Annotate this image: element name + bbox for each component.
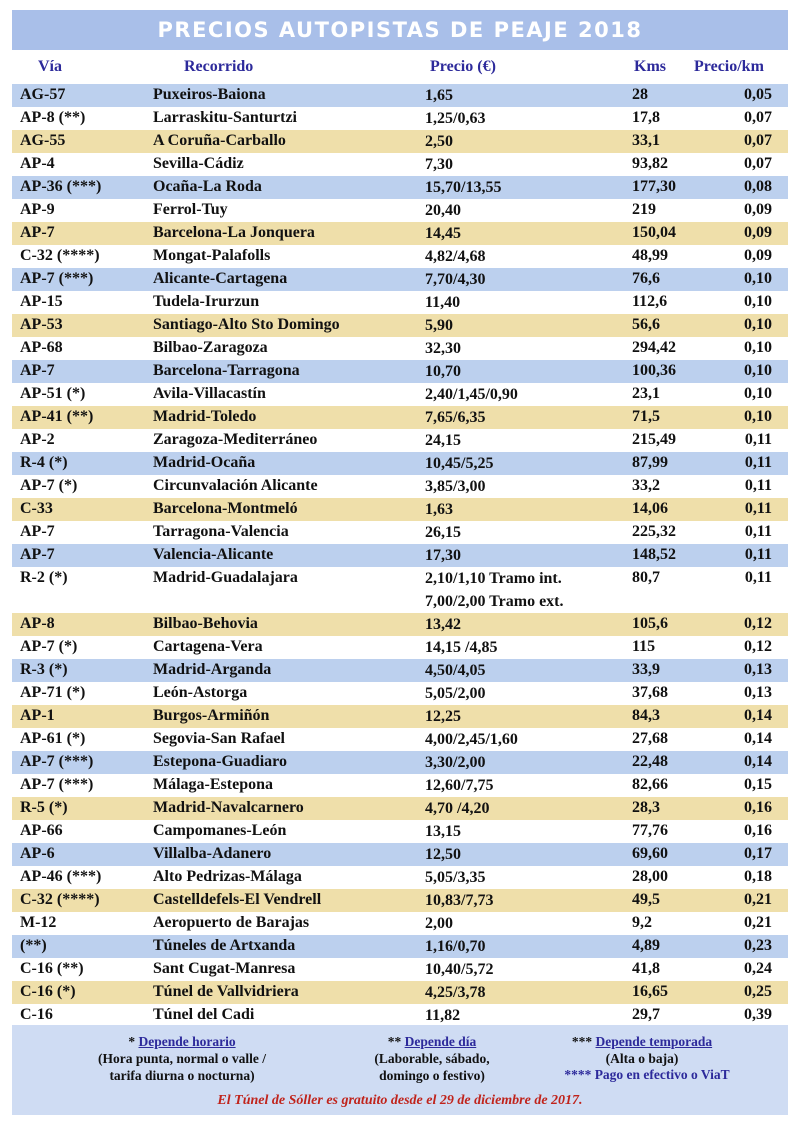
legend-detail: (Alta o baja) [605, 1051, 679, 1066]
cell-precio-km: 0,07 [744, 109, 772, 126]
header-kms: Kms [634, 58, 666, 75]
legend-temporada [522, 1033, 762, 1067]
title-banner [12, 10, 788, 50]
cell-kms: 14,06 [632, 500, 668, 517]
cell-recorrido: Barcelona-Montmeló [153, 500, 298, 517]
cell-precio: 24,15 [425, 432, 461, 449]
cell-precio: 7,30 [425, 156, 453, 173]
cell-precio: 14,15 /4,85 [425, 639, 498, 656]
cell-precio-km: 0,25 [744, 983, 772, 1000]
cell-recorrido: Avila-Villacastín [153, 385, 266, 402]
cell-precio-km: 0,14 [744, 753, 772, 770]
cell-recorrido: Bilbao-Zaragoza [153, 339, 268, 356]
cell-kms: 41,8 [632, 960, 660, 977]
cell-recorrido: Santiago-Alto Sto Domingo [153, 316, 340, 333]
cell-recorrido: Valencia-Alicante [153, 546, 274, 563]
cell-kms: 100,36 [632, 362, 676, 379]
cell-precio: 4,70 /4,20 [425, 800, 490, 817]
cell-kms: 82,66 [632, 776, 668, 793]
cell-precio-km: 0,11 [744, 500, 772, 517]
cell-via: C-16 (**) [20, 960, 84, 977]
table-row [12, 820, 788, 843]
table-row [12, 475, 788, 498]
legend-detail: tarifa diurna o nocturna) [109, 1068, 255, 1083]
table-row [12, 130, 788, 153]
cell-kms: 294,42 [632, 339, 676, 356]
cell-precio: 1,25/0,63 [425, 110, 486, 127]
cell-recorrido: Puxeiros-Baiona [153, 86, 266, 103]
cell-recorrido: Ocaña-La Roda [153, 178, 262, 195]
cell-precio-km: 0,11 [744, 569, 772, 586]
cell-precio-km: 0,09 [744, 224, 772, 241]
cell-via: AP-41 (**) [20, 408, 94, 425]
cell-recorrido: Ferrol-Tuy [153, 201, 228, 218]
cell-via: AP-1 [20, 707, 55, 724]
legend-mark: *** [571, 1034, 593, 1049]
cell-recorrido: Cartagena-Vera [153, 638, 263, 655]
cell-recorrido: Sevilla-Cádiz [153, 155, 244, 172]
cell-via: AP-46 (***) [20, 868, 102, 885]
table-row [12, 84, 788, 107]
cell-recorrido: Madrid-Toledo [153, 408, 257, 425]
table-row [12, 958, 788, 981]
cell-recorrido: Madrid-Ocaña [153, 454, 256, 471]
cell-via: C-33 [20, 500, 53, 517]
cell-kms: 48,99 [632, 247, 668, 264]
cell-kms: 56,6 [632, 316, 660, 333]
cell-kms: 17,8 [632, 109, 660, 126]
cell-precio: 13,42 [425, 616, 461, 633]
cell-via: AP-51 (*) [20, 385, 86, 402]
cell-precio-km: 0,11 [744, 454, 772, 471]
cell-via: AP-8 (**) [20, 109, 86, 126]
cell-precio-km: 0,21 [744, 914, 772, 931]
cell-precio-km: 0,15 [744, 776, 772, 793]
table-row [12, 291, 788, 314]
table-row [12, 314, 788, 337]
cell-precio-km: 0,12 [744, 638, 772, 655]
table-row [12, 613, 788, 636]
table-row [12, 199, 788, 222]
cell-kms: 9,2 [632, 914, 652, 931]
cell-via: R-2 (*) [20, 569, 68, 586]
cell-precio-km: 0,09 [744, 201, 772, 218]
table-row [12, 659, 788, 682]
table-row [12, 705, 788, 728]
cell-via: AP-9 [20, 201, 55, 218]
cell-precio: 2,40/1,45/0,90 [425, 386, 518, 403]
cell-precio-km: 0,10 [744, 293, 772, 310]
precio-line: 7,00/2,00 Tramo ext. [425, 593, 564, 610]
cell-via: R-5 (*) [20, 799, 68, 816]
cell-via: R-4 (*) [20, 454, 68, 471]
page-title: PRECIOS AUTOPISTAS DE PEAJE 2018 [157, 18, 643, 42]
cell-precio: 15,70/13,55 [425, 179, 502, 196]
cell-recorrido: Tarragona-Valencia [153, 523, 289, 540]
cell-recorrido: Villalba-Adanero [153, 845, 272, 862]
cell-precio-km: 0,14 [744, 707, 772, 724]
table-row [12, 429, 788, 452]
cell-recorrido: Larraskitu-Santurtzi [153, 109, 297, 126]
cell-recorrido: Barcelona-Tarragona [153, 362, 300, 379]
cell-precio: 1,16/0,70 [425, 938, 486, 955]
cell-precio-km: 0,11 [744, 523, 772, 540]
legend-detail: domingo o festivo) [379, 1068, 485, 1083]
table-row [12, 406, 788, 429]
cell-recorrido: Bilbao-Behovia [153, 615, 258, 632]
table-row [12, 268, 788, 291]
table-row [12, 636, 788, 659]
cell-precio-km: 0,10 [744, 339, 772, 356]
cell-precio-km: 0,07 [744, 132, 772, 149]
cell-recorrido: Madrid-Guadalajara [153, 569, 298, 586]
cell-kms: 215,49 [632, 431, 676, 448]
cell-via: AP-8 [20, 615, 55, 632]
cell-via: AP-7 [20, 224, 55, 241]
table-row [12, 245, 788, 268]
cell-precio-km: 0,09 [744, 247, 772, 264]
cell-precio-km: 0,13 [744, 684, 772, 701]
cell-kms: 87,99 [632, 454, 668, 471]
cell-recorrido: Zaragoza-Mediterráneo [153, 431, 318, 448]
table-row [12, 498, 788, 521]
cell-via: (**) [20, 937, 47, 954]
cell-precio: 11,40 [425, 294, 461, 311]
cell-recorrido: Mongat-Palafolls [153, 247, 271, 264]
cell-via: AP-71 (*) [20, 684, 86, 701]
cell-precio: 1,65 [425, 87, 453, 104]
cell-recorrido: Túneles de Artxanda [153, 937, 296, 954]
cell-kms: 33,1 [632, 132, 660, 149]
cell-recorrido: León-Astorga [153, 684, 248, 701]
cell-precio-km: 0,24 [744, 960, 772, 977]
table-row [12, 935, 788, 958]
cell-precio: 4,50/4,05 [425, 662, 486, 679]
cell-via: AP-61 (*) [20, 730, 86, 747]
cell-via: C-16 (*) [20, 983, 76, 1000]
legend-detail: (Laborable, sábado, [374, 1051, 490, 1066]
cell-precio-km: 0,08 [744, 178, 772, 195]
cell-via: AP-68 [20, 339, 63, 356]
cell-via: AP-66 [20, 822, 63, 839]
table-row [12, 383, 788, 406]
header-via: Vía [38, 58, 62, 75]
cell-via: AP-7 [20, 362, 55, 379]
cell-kms: 219 [632, 201, 656, 218]
legend-mark: * [128, 1034, 136, 1049]
cell-precio-km: 0,11 [744, 546, 772, 563]
cell-kms: 105,6 [632, 615, 668, 632]
cell-kms: 225,32 [632, 523, 676, 540]
cell-precio-km: 0,13 [744, 661, 772, 678]
cell-kms: 148,52 [632, 546, 676, 563]
cell-precio: 14,45 [425, 225, 461, 242]
cell-kms: 71,5 [632, 408, 660, 425]
cell-precio: 3,30/2,00 [425, 754, 486, 771]
cell-via: AG-57 [20, 86, 66, 103]
cell-kms: 77,76 [632, 822, 668, 839]
cell-precio: 7,65/6,35 [425, 409, 486, 426]
cell-precio-km: 0,16 [744, 799, 772, 816]
legend-label: Depende temporada [595, 1034, 713, 1049]
table-row [12, 797, 788, 820]
cell-precio: 11,82 [425, 1007, 461, 1024]
cell-precio: 12,50 [425, 846, 461, 863]
cell-via: AP-53 [20, 316, 63, 333]
legend-horario [82, 1033, 282, 1084]
cell-recorrido: Castelldefels-El Vendrell [153, 891, 322, 908]
cell-precio-km: 0,07 [744, 155, 772, 172]
cell-kms: 28,3 [632, 799, 660, 816]
legend-label: Depende día [404, 1034, 477, 1049]
cell-precio-km: 0,12 [744, 615, 772, 632]
cell-precio-km: 0,10 [744, 316, 772, 333]
cell-kms: 177,30 [632, 178, 676, 195]
cell-recorrido: Campomanes-León [153, 822, 287, 839]
cell-via: AP-36 (***) [20, 178, 102, 195]
table-row [12, 567, 788, 613]
cell-recorrido: Circunvalación Alicante [153, 477, 318, 494]
cell-via: AP-6 [20, 845, 55, 862]
cell-kms: 33,9 [632, 661, 660, 678]
cell-kms: 16,65 [632, 983, 668, 1000]
cell-precio: 32,30 [425, 340, 461, 357]
cell-kms: 37,68 [632, 684, 668, 701]
cell-via: R-3 (*) [20, 661, 68, 678]
cell-kms: 84,3 [632, 707, 660, 724]
cell-recorrido: Segovia-San Rafael [153, 730, 285, 747]
cell-recorrido: A Coruña-Carballo [153, 132, 286, 149]
cell-via: AG-55 [20, 132, 66, 149]
table-row [12, 866, 788, 889]
header-precio-km: Precio/km [694, 58, 764, 75]
table-row [12, 843, 788, 866]
cell-recorrido: Madrid-Arganda [153, 661, 272, 678]
cell-recorrido: Estepona-Guadiaro [153, 753, 287, 770]
table-row [12, 682, 788, 705]
cell-precio: 4,25/3,78 [425, 984, 486, 1001]
table-row [12, 981, 788, 1004]
cell-recorrido: Sant Cugat-Manresa [153, 960, 296, 977]
cell-precio: 4,82/4,68 [425, 248, 486, 265]
cell-precio: 2,00 [425, 915, 453, 932]
header-precio: Precio (€) [430, 58, 496, 75]
cell-precio-km: 0,21 [744, 891, 772, 908]
cell-via: AP-7 [20, 523, 55, 540]
cell-via: AP-7 (*) [20, 477, 78, 494]
cell-kms: 28,00 [632, 868, 668, 885]
table-row [12, 176, 788, 199]
cell-via: AP-15 [20, 293, 63, 310]
cell-precio-km: 0,10 [744, 362, 772, 379]
cell-precio: 5,05/3,35 [425, 869, 486, 886]
cell-recorrido: Alicante-Cartagena [153, 270, 288, 287]
cell-precio: 12,25 [425, 708, 461, 725]
legend-dia [342, 1033, 522, 1084]
table-row [12, 107, 788, 130]
cell-precio: 17,30 [425, 547, 461, 564]
cell-kms: 28 [632, 86, 648, 103]
cell-precio-km: 0,10 [744, 385, 772, 402]
cell-kms: 22,48 [632, 753, 668, 770]
cell-recorrido: Túnel de Vallvidriera [153, 983, 299, 1000]
price-table [12, 84, 788, 1027]
cell-precio-km: 0,23 [744, 937, 772, 954]
table-header [12, 56, 788, 80]
cell-precio-km: 0,39 [744, 1006, 772, 1023]
cell-recorrido: Madrid-Navalcarnero [153, 799, 304, 816]
cell-precio: 20,40 [425, 202, 461, 219]
cell-kms: 93,82 [632, 155, 668, 172]
cell-precio: 2,50 [425, 133, 453, 150]
table-row [12, 889, 788, 912]
cell-via: C-32 (****) [20, 891, 100, 908]
cell-recorrido: Alto Pedrizas-Málaga [153, 868, 302, 885]
cell-precio: 10,45/5,25 [425, 455, 494, 472]
cell-kms: 49,5 [632, 891, 660, 908]
table-row [12, 544, 788, 567]
cell-via: AP-7 (***) [20, 776, 94, 793]
cell-precio-km: 0,17 [744, 845, 772, 862]
cell-via: AP-7 [20, 546, 55, 563]
table-row [12, 774, 788, 797]
cell-via: AP-7 (***) [20, 270, 94, 287]
cell-precio-km: 0,05 [744, 86, 772, 103]
precio-line: 2,10/1,10 Tramo int. [425, 570, 562, 587]
legend-label: Depende horario [138, 1034, 236, 1049]
table-row [12, 912, 788, 935]
cell-recorrido: Barcelona-La Jonquera [153, 224, 315, 241]
table-row [12, 728, 788, 751]
cell-kms: 29,7 [632, 1006, 660, 1023]
cell-precio: 10,40/5,72 [425, 961, 494, 978]
cell-via: AP-7 (***) [20, 753, 94, 770]
cell-kms: 4,89 [632, 937, 660, 954]
cell-via: AP-4 [20, 155, 55, 172]
cell-precio: 13,15 [425, 823, 461, 840]
cell-via: C-32 (****) [20, 247, 100, 264]
legend-pago: **** Pago en efectivo o ViaT [564, 1067, 730, 1082]
table-row [12, 751, 788, 774]
cell-kms: 27,68 [632, 730, 668, 747]
cell-via: C-16 [20, 1006, 53, 1023]
table-row [12, 337, 788, 360]
cell-precio: 3,85/3,00 [425, 478, 486, 495]
cell-precio: 26,15 [425, 524, 461, 541]
cell-precio: 12,60/7,75 [425, 777, 494, 794]
table-row [12, 521, 788, 544]
cell-recorrido: Tudela-Irurzun [153, 293, 260, 310]
cell-via: M-12 [20, 914, 57, 931]
legend-mark: ** [387, 1034, 402, 1049]
cell-kms: 76,6 [632, 270, 660, 287]
table-row [12, 360, 788, 383]
cell-precio: 5,05/2,00 [425, 685, 486, 702]
cell-precio-km: 0,18 [744, 868, 772, 885]
cell-precio-km: 0,11 [744, 431, 772, 448]
cell-precio: 7,70/4,30 [425, 271, 486, 288]
cell-precio: 10,83/7,73 [425, 892, 494, 909]
cell-precio: 4,00/2,45/1,60 [425, 731, 518, 748]
cell-via: AP-7 (*) [20, 638, 78, 655]
cell-kms: 80,7 [632, 569, 660, 586]
cell-precio: 10,70 [425, 363, 461, 380]
cell-precio-km: 0,11 [744, 477, 772, 494]
cell-via: AP-2 [20, 431, 55, 448]
cell-precio [425, 567, 564, 613]
cell-kms: 23,1 [632, 385, 660, 402]
cell-precio: 1,63 [425, 501, 453, 518]
cell-kms: 33,2 [632, 477, 660, 494]
cell-kms: 112,6 [632, 293, 668, 310]
table-row [12, 452, 788, 475]
cell-precio-km: 0,14 [744, 730, 772, 747]
legend-detail: (Hora punta, normal o valle / [98, 1051, 266, 1066]
cell-kms: 115 [632, 638, 656, 655]
legend-footer [12, 1025, 788, 1115]
cell-precio-km: 0,10 [744, 270, 772, 287]
cell-recorrido: Túnel del Cadi [153, 1006, 255, 1023]
header-recorrido: Recorrido [184, 58, 254, 75]
table-row [12, 222, 788, 245]
cell-recorrido: Málaga-Estepona [153, 776, 273, 793]
cell-recorrido: Burgos-Armiñón [153, 707, 270, 724]
soller-note: El Túnel de Sóller es gratuito desde el 29 de diciembre de 2017. [217, 1093, 583, 1108]
cell-precio-km: 0,16 [744, 822, 772, 839]
cell-kms: 150,04 [632, 224, 676, 241]
cell-recorrido: Aeropuerto de Barajas [153, 914, 310, 931]
cell-kms: 69,60 [632, 845, 668, 862]
table-row [12, 1004, 788, 1027]
cell-precio: 5,90 [425, 317, 453, 334]
table-row [12, 153, 788, 176]
cell-precio-km: 0,10 [744, 408, 772, 425]
